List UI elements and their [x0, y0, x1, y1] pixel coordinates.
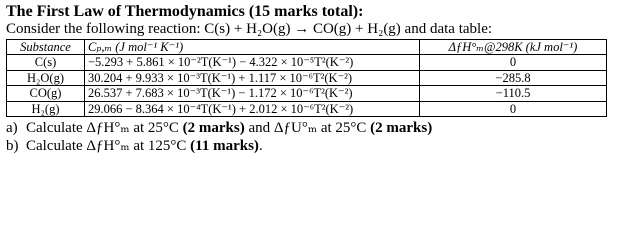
substance-cell: H₂O(g) — [7, 70, 85, 85]
question-end: . — [258, 138, 263, 155]
heat-capacity-cell: 30.204 + 9.933 × 10⁻³T(K⁻¹) + 1.117 × 10⁻⁶T²(K⁻²) — [85, 70, 420, 85]
marks-label: (11 marks) — [190, 138, 259, 155]
data-table — [6, 39, 607, 117]
substance-cell: C(s) — [7, 55, 85, 70]
question-b — [6, 137, 612, 155]
enthalpy-cell: −110.5 — [420, 86, 607, 101]
question-letter: a) — [6, 120, 18, 137]
table-row — [7, 86, 607, 101]
document-page — [6, 3, 612, 155]
question-list — [6, 119, 612, 155]
question-letter: b) — [6, 138, 19, 155]
heat-capacity-cell: 29.066 − 8.364 × 10⁻⁴T(K⁻¹) + 2.012 × 10⁻⁶T²(K⁻²) — [85, 101, 420, 116]
question-text: and ΔƒU°ₘ at 25°C — [244, 120, 371, 137]
table-row — [7, 55, 607, 70]
heat-capacity-cell: 26.537 + 7.683 × 10⁻³T(K⁻¹) − 1.172 × 10⁻⁶T²(K⁻²) — [85, 86, 420, 101]
question-text: Calculate ΔƒH°ₘ at 125°C — [26, 138, 191, 155]
substance-cell: CO(g) — [7, 86, 85, 101]
enthalpy-cell: 0 — [420, 101, 607, 116]
marks-label: (2 marks) — [182, 120, 245, 137]
header-heat-capacity: Cₚ,ₘ (J mol⁻¹ K⁻¹) — [85, 40, 420, 55]
table-header-row — [7, 40, 607, 55]
substance-cell: H₂(g) — [7, 101, 85, 116]
table-row — [7, 101, 607, 116]
document-title: The First Law of Thermodynamics (15 marks total): — [6, 3, 364, 20]
table-row — [7, 70, 607, 85]
enthalpy-cell: 0 — [420, 55, 607, 70]
question-a — [6, 119, 612, 137]
heat-capacity-cell: −5.293 + 5.861 × 10⁻²T(K⁻¹) − 4.322 × 10⁻⁵T²(K⁻²) — [85, 55, 420, 70]
header-enthalpy-of-formation: ΔƒH°ₘ@298K (kJ mol⁻¹) — [420, 40, 607, 55]
intro-text: Consider the following reaction: C(s) + H₂O(g) → CO(g) + H₂(g) and data table: — [6, 21, 493, 37]
marks-label: (2 marks) — [370, 120, 433, 137]
enthalpy-cell: −285.8 — [420, 70, 607, 85]
question-text: Calculate ΔƒH°ₘ at 25°C — [26, 120, 183, 137]
header-substance: Substance — [7, 40, 85, 55]
